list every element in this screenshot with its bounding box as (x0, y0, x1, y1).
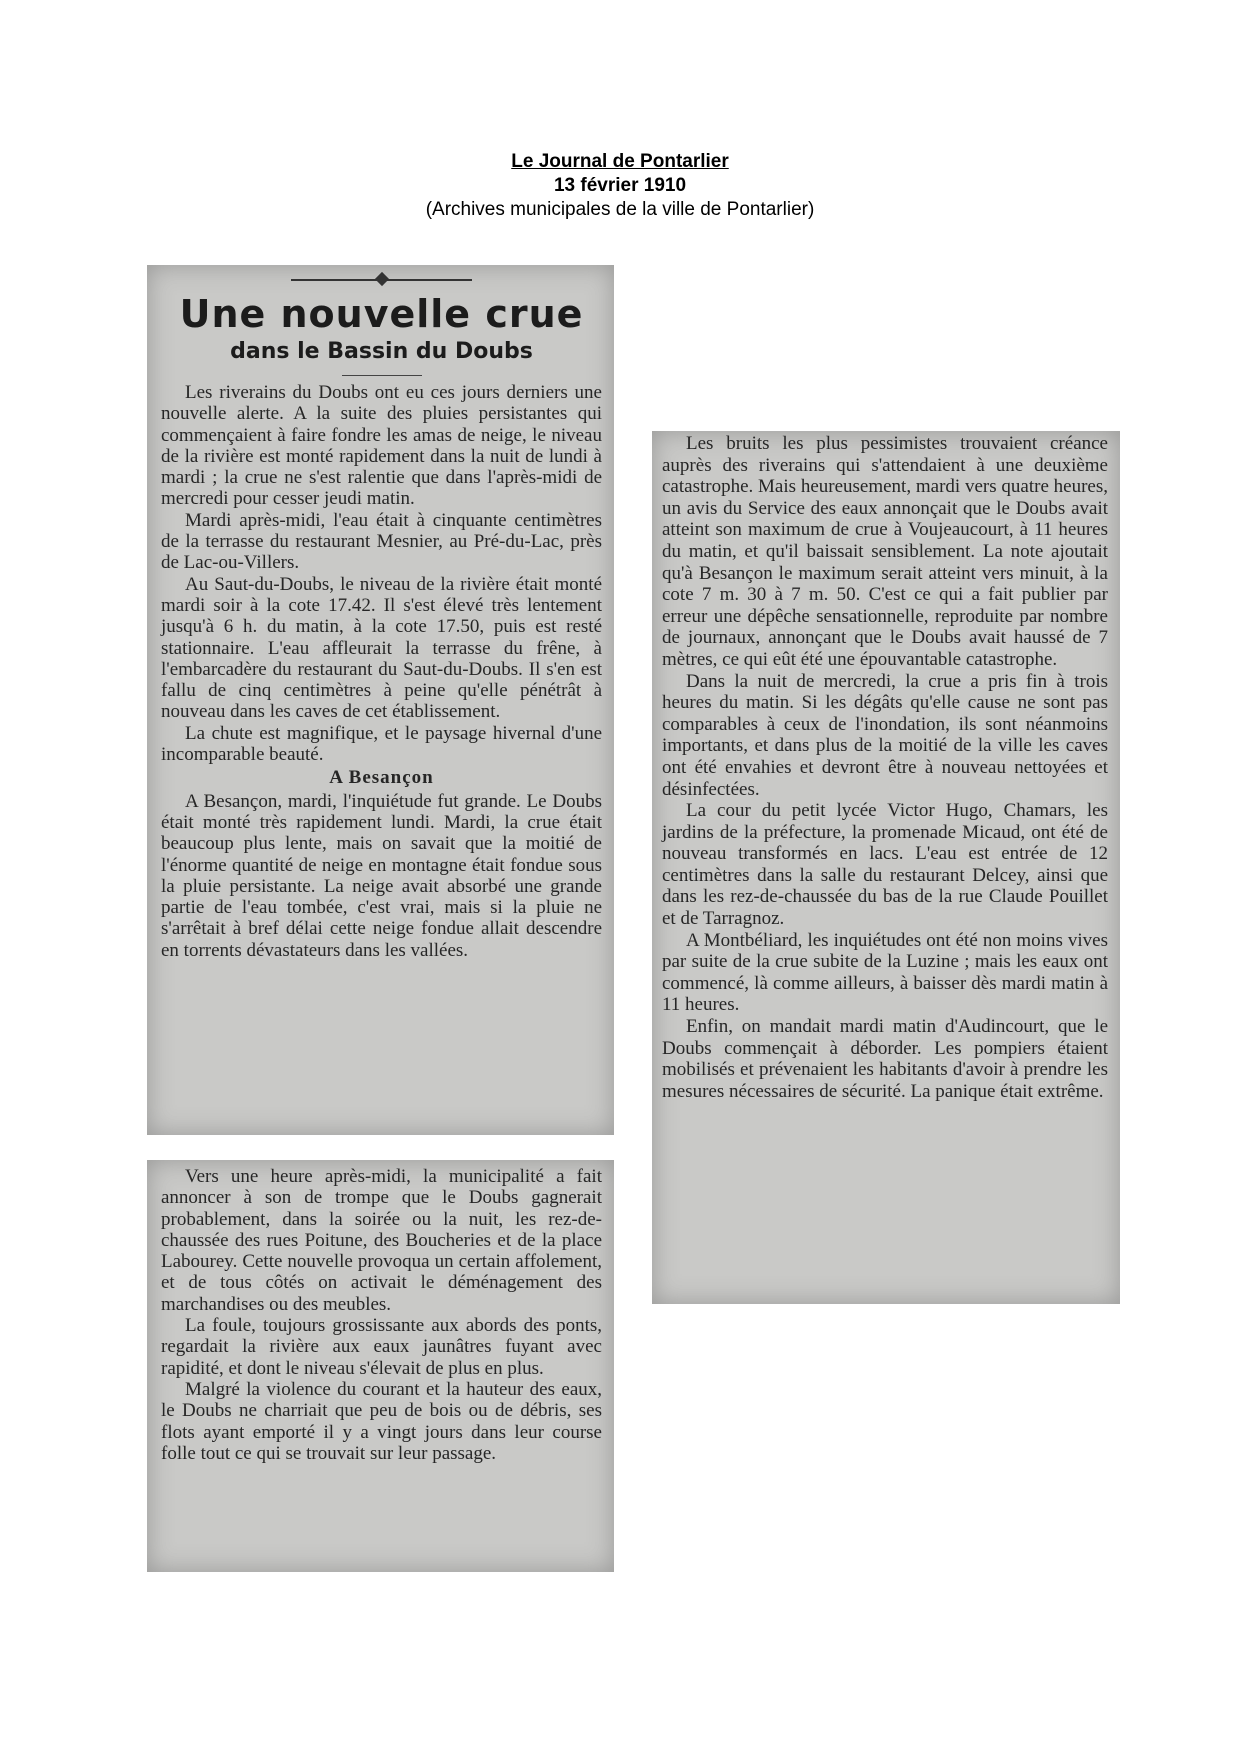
paragraph: La chute est magnifique, et le paysage hivernal d'une incomparable beauté. (161, 722, 602, 766)
paragraph: A Besançon, mardi, l'inquiétude fut grande. Le Doubs était monté très rapidement lundi. Mardi, la crue était beaucoup plus lente, mais on savait que la moitié de l'énorme quantité de neige en montagne était fondue sous la pluie persistante. La neige avait absorbé une grande partie de l'eau tombée, c'est vrai, mais si la pluie ne s'arrêtait à bref délai cette neige fondue allait descendre en torrents dévastateurs dans les vallées. (161, 790, 602, 961)
newspaper-title: Le Journal de Pontarlier (511, 151, 729, 172)
paragraph: A Montbéliard, les inquiétudes ont été non moins vives par suite de la crue subite de la Luzine ; mais les eaux ont commencé, là comme ailleurs, à baisser dès mardi matin à 11 heures. (662, 929, 1108, 1016)
article-headline: Une nouvelle crue (179, 292, 584, 336)
paragraph: Les bruits les plus pessimistes trouvaient créance auprès des riverains qui s'attendaient à une deuxième catastrophe. Mais heureusement, mardi vers quatre heures, un avis du Service des eaux annonçait que le Doubs avait atteint son maximum de crue à Voujeaucourt, à 11 heures du matin, et qu'il baissait sensiblement. La note ajoutait qu'à Besançon le maximum serait atteint vers minuit, à la cote 7 m. 30 à 7 m. 50. C'est ce qui a fait publier par erreur une dépêche sensationnelle, reproduite par nombre de journaux, annonçant que le Doubs avait haussé de 7 mètres, ce qui eût été une épouvantable catastrophe. (662, 433, 1108, 670)
divider-rule (342, 375, 422, 376)
paragraph: Malgré la violence du courant et la hauteur des eaux, le Doubs ne charriait que peu de bois ou de débris, ses flots ayant emporté il y a vingt jours dans leur course folle tout ce qui se trouvait sur leur passage. (161, 1378, 602, 1464)
paragraph: La foule, toujours grossissante aux abords des ponts, regardait la rivière aux eaux jaunâtres fuyant avec rapidité, et dont le niveau s'élevait de plus en plus. (161, 1315, 602, 1379)
publication-date: 13 février 1910 (553, 175, 687, 196)
section-heading: A Besançon (329, 767, 434, 789)
paragraph: Mardi après-midi, l'eau était à cinquante centimètres de la terrasse du restaurant Mesnier, au Pré-du-Lac, près de Lac-ou-Villers. (161, 509, 602, 574)
page-header (0, 150, 1240, 222)
paragraph: Au Saut-du-Doubs, le niveau de la rivière était monté mardi soir à la cote 17.42. Il s'est élevé très lentement jusqu'à 6 h. du matin, à la cote 17.50, puis est resté stationnaire. L'eau affleurait la terrasse du frêne, à l'embarcadère du restaurant du Saut-du-Doubs. Il s'en est fallu de cinq centimètres à peine qu'elle pénétrât à nouveau dans les caves de cet établissement. (161, 573, 602, 723)
clipping-2 (147, 1160, 614, 1572)
paragraph: Les riverains du Doubs ont eu ces jours derniers une nouvelle alerte. A la suite des pluies persistantes qui commençaient à faire fondre les amas de neige, le niveau de la rivière est monté rapidement dans la nuit de lundi à mardi ; la crue ne s'est ralentie que dans l'après-midi de mercredi pour cesser jeudi matin. (161, 382, 602, 510)
archive-source: (Archives municipales de la ville de Pontarlier) (425, 199, 815, 220)
article-subheadline: dans le Bassin du Doubs (230, 339, 533, 364)
clipping-1 (147, 265, 614, 1135)
paragraph: Dans la nuit de mercredi, la crue a pris fin à trois heures du matin. Si les dégâts qu'elle cause ne sont pas comparables à ceux de l'inondation, ils sont néanmoins importants, et dans plus de la moitié de la ville les caves ont été envahies et devront être à nouveau nettoyées et désinfectées. (662, 670, 1108, 800)
ornament-divider (161, 273, 602, 287)
paragraph: Vers une heure après-midi, la municipalité a fait annoncer à son de trompe que le Doubs gagnerait probablement, dans la soirée ou la nuit, les rez-de-chaussée des rues Poitune, des Boucheries et de la place Labourey. Cette nouvelle provoqua un certain affolement, et de tous côtés on activait le déménagement des marchandises ou des meubles. (161, 1166, 602, 1315)
clipping-3 (652, 431, 1120, 1304)
paragraph: Enfin, on mandait mardi matin d'Audincourt, que le Doubs commençait à déborder. Les pompiers étaient mobilisés et prévenaient les habitants d'avoir à prendre les mesures nécessaires de sécurité. La panique était extrême. (662, 1016, 1108, 1102)
paragraph: La cour du petit lycée Victor Hugo, Chamars, les jardins de la préfecture, la promenade Micaud, ont été de nouveau transformés en lacs. L'eau est entrée de 12 centimètres dans la salle du restaurant Delcey, ainsi que dans les rez-de-chaussée du bas de la rue Claude Pouillet et de Tarragnoz. (662, 800, 1108, 930)
